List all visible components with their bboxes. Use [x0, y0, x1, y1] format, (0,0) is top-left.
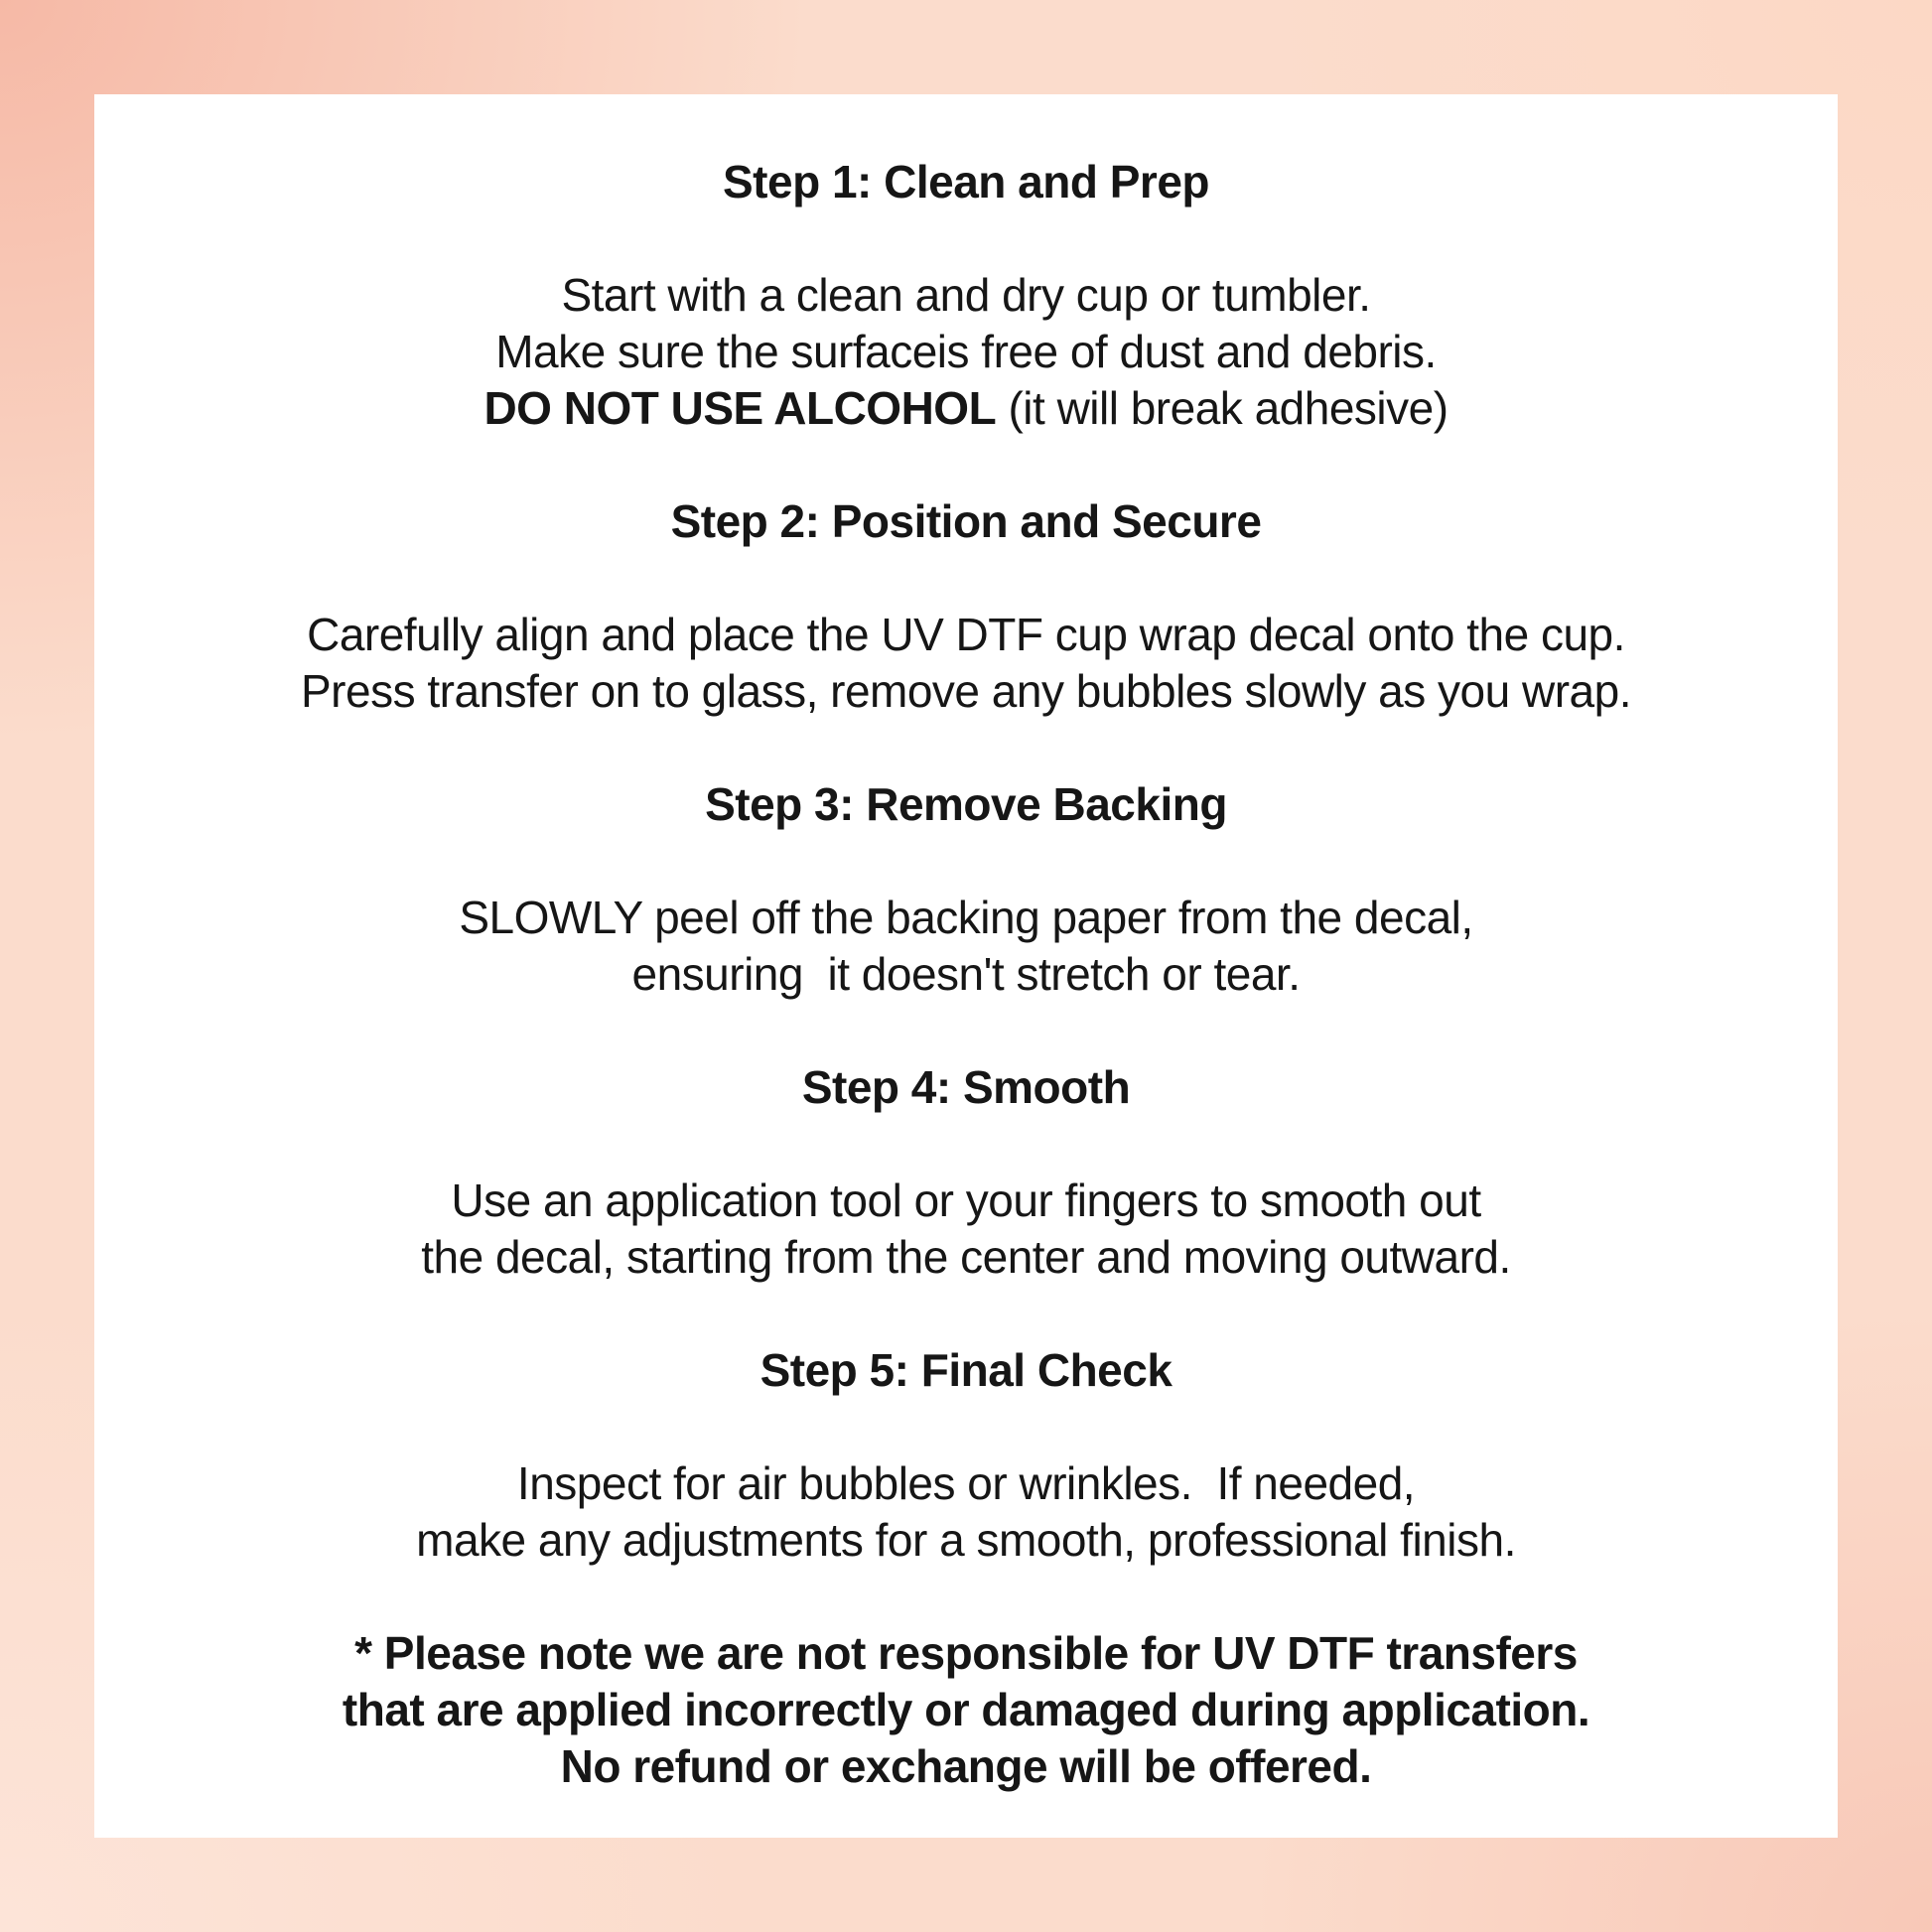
step-body	[132, 267, 1800, 437]
text-line: Use an application tool or your fingers to smooth out	[451, 1174, 1481, 1226]
text-line: No refund or exchange will be offered.	[560, 1740, 1372, 1792]
text-line: Press transfer on to glass, remove any bubbles slowly as you wrap.	[301, 665, 1631, 717]
text-line: * Please note we are not responsible for UV DTF transfers	[354, 1627, 1578, 1679]
step-heading: Step 4: Smooth	[801, 1061, 1131, 1113]
step-heading: Step 1: Clean and Prep	[722, 156, 1209, 207]
step-body	[132, 1173, 1800, 1286]
text-line: Carefully align and place the UV DTF cup wrap decal onto the cup.	[307, 609, 1625, 660]
disclaimer-text	[132, 1625, 1800, 1795]
instruction-sections	[132, 154, 1800, 1795]
section-step-2	[132, 493, 1800, 720]
section-step-3	[132, 776, 1800, 1003]
step-heading: Step 2: Position and Secure	[670, 495, 1262, 547]
instruction-card	[94, 94, 1838, 1838]
section-step-1	[132, 154, 1800, 437]
text-line: Start with a clean and dry cup or tumbler.	[561, 269, 1371, 321]
text-line: Inspect for air bubbles or wrinkles. If needed,	[516, 1457, 1416, 1509]
step-heading: Step 3: Remove Backing	[705, 778, 1227, 830]
text-line: that are applied incorrectly or damaged during application.	[342, 1684, 1590, 1735]
text-line: ensuring it doesn't stretch or tear.	[631, 948, 1301, 1000]
text-line: the decal, starting from the center and moving outward.	[421, 1231, 1511, 1283]
text-line: Make sure the surfaceis free of dust and debris.	[495, 326, 1437, 377]
step-body	[132, 607, 1800, 720]
step-body	[132, 890, 1800, 1003]
text-line: make any adjustments for a smooth, professional finish.	[416, 1514, 1516, 1566]
text-line: DO NOT USE ALCOHOL (it will break adhesive)	[483, 382, 1449, 434]
text-line: SLOWLY peel off the backing paper from the decal,	[459, 892, 1473, 943]
step-heading: Step 5: Final Check	[759, 1344, 1173, 1396]
section-disclaimer-note	[132, 1625, 1800, 1795]
section-step-5	[132, 1342, 1800, 1569]
step-body	[132, 1455, 1800, 1569]
section-step-4	[132, 1059, 1800, 1286]
